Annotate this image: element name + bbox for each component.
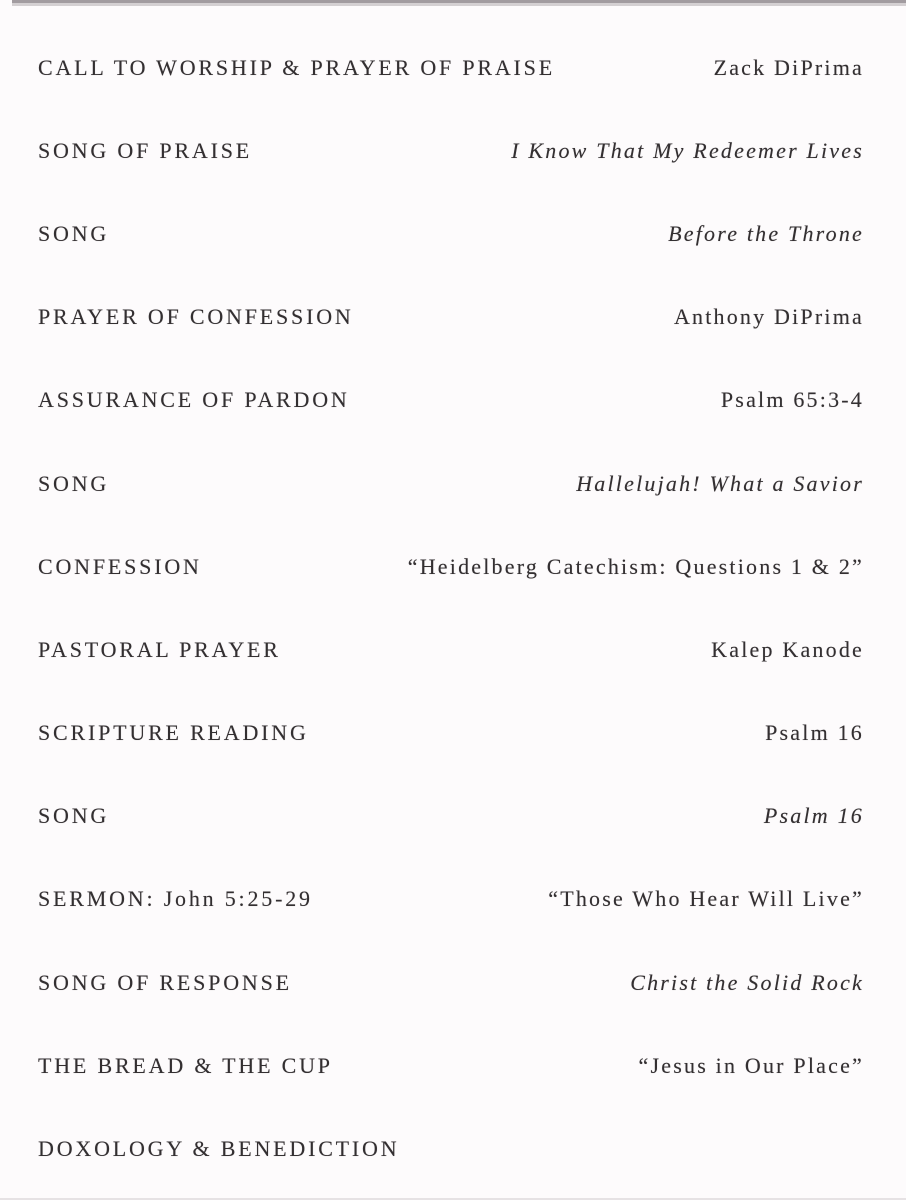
order-of-service-row (38, 608, 864, 691)
service-item-label: PASTORAL PRAYER (38, 636, 281, 662)
service-item-detail: Psalm 16 (763, 803, 864, 829)
service-item-detail: Anthony DiPrima (673, 304, 864, 330)
service-item-label: SONG (38, 220, 110, 246)
order-of-service-row (38, 941, 864, 1024)
service-item-detail: Psalm 16 (765, 720, 864, 746)
service-item-detail: Zack DiPrima (713, 54, 864, 80)
order-of-service-row (38, 775, 864, 858)
service-item-detail: Psalm 65:3-4 (720, 387, 864, 413)
order-of-service-row (38, 525, 864, 608)
service-item-detail: “Those Who Hear Will Live” (548, 886, 864, 912)
order-of-service-row (38, 26, 864, 109)
order-of-service-row (38, 442, 864, 525)
service-item-label: THE BREAD & THE CUP (38, 1052, 333, 1078)
order-of-service-row (38, 276, 864, 359)
service-item-label: CALL TO WORSHIP & PRAYER OF PRAISE (38, 54, 555, 80)
service-item-detail: Kalep Kanode (711, 636, 864, 662)
service-item-label: SCRIPTURE READING (38, 720, 309, 746)
service-item-label: CONFESSION (38, 553, 202, 579)
service-item-label: SONG OF PRAISE (38, 137, 253, 163)
order-of-service-row (38, 192, 864, 275)
service-item-detail: “Heidelberg Catechism: Questions 1 & 2” (407, 553, 864, 579)
order-of-service-row (38, 858, 864, 941)
order-of-service-row (38, 359, 864, 442)
service-item-label: SONG OF RESPONSE (38, 969, 292, 995)
order-of-service-row (38, 109, 864, 192)
order-of-service-row (38, 1024, 864, 1107)
service-item-detail: Christ the Solid Rock (630, 969, 864, 995)
service-item-label: SERMON: John 5:25-29 (38, 886, 313, 912)
order-of-service-row (38, 692, 864, 775)
photo-top-edge-shadow (12, 3, 906, 6)
service-item-detail: Hallelujah! What a Savior (576, 470, 864, 496)
service-item-label: PRAYER OF CONFESSION (38, 304, 354, 330)
service-item-detail: I Know That My Redeemer Lives (511, 137, 864, 163)
service-item-detail: Before the Throne (668, 220, 864, 246)
order-of-service-row (38, 1107, 864, 1190)
service-item-label: SONG (38, 470, 110, 496)
service-item-label: ASSURANCE OF PARDON (38, 387, 350, 413)
service-item-label: SONG (38, 803, 110, 829)
service-item-detail: “Jesus in Our Place” (638, 1052, 864, 1078)
service-item-label: DOXOLOGY & BENEDICTION (38, 1136, 400, 1162)
